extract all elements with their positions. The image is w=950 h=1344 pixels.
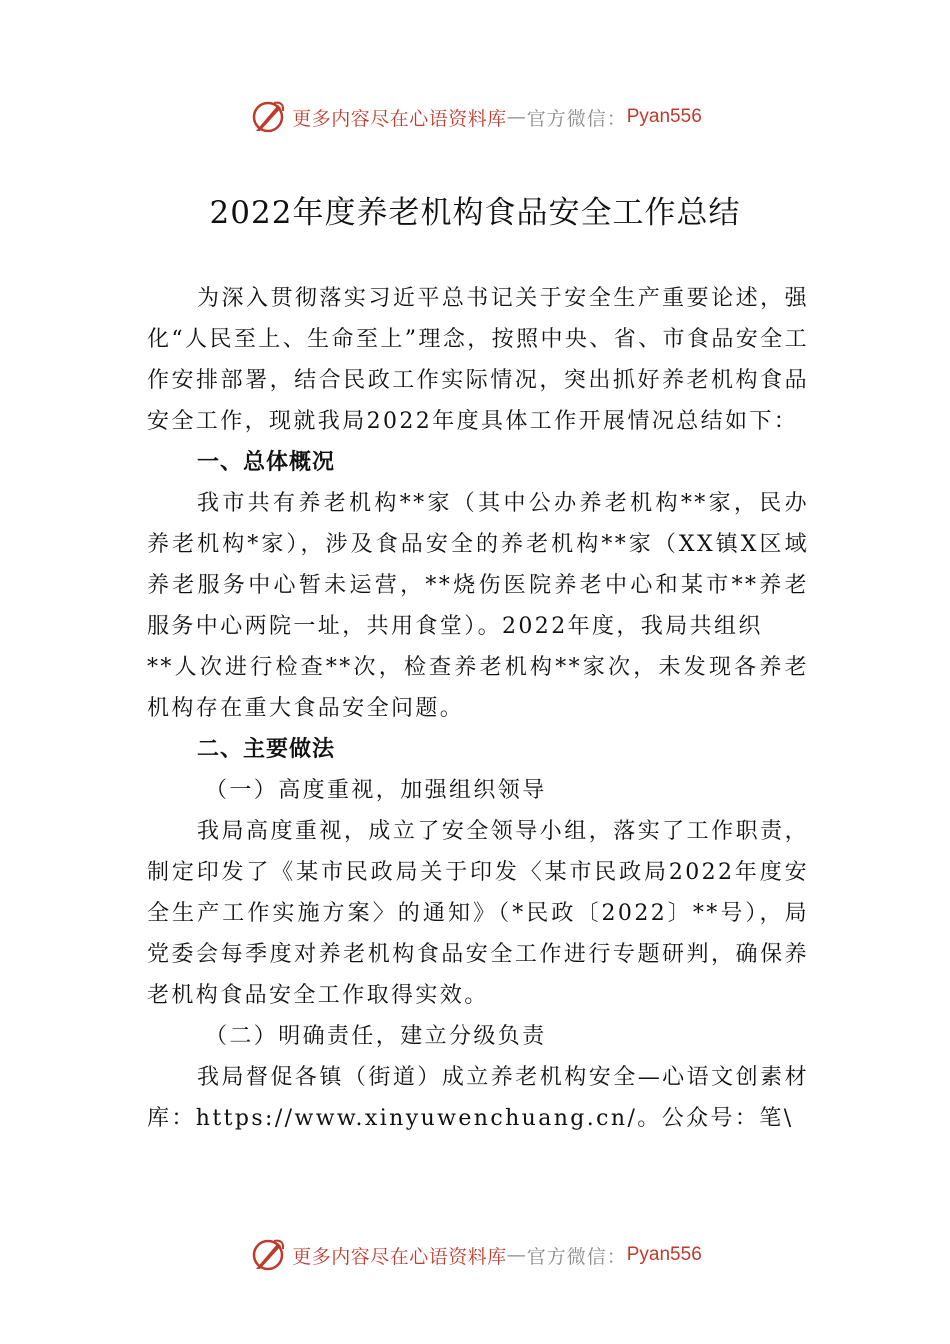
quill-logo-icon: [248, 1235, 288, 1275]
watermark-site-text: 更多内容尽在心语资料库: [292, 107, 507, 130]
overview-paragraph-2: **人次进行检查**次，检查养老机构**家次，未发现各养老机构存在重大食品安全问题。: [147, 655, 809, 721]
document-title: 2022年度养老机构食品安全工作总结: [209, 195, 741, 231]
section-heading-overview: 一、总体概况: [197, 450, 336, 475]
subheading-leadership: （一）高度重视，加强组织领导: [205, 778, 547, 803]
watermark-wechat-label: 官方微信：: [526, 1245, 627, 1268]
overview-paragraph-1: 我市共有养老机构**家（其中公办养老机构**家，民办养老机构*家），涉及食品安全的养老机构**家（XX镇X区域养老服务中心暂未运营，**烧伤医院养老中心和某市**养老服务中心两院一址，共用食堂）。2022年度，我局共组织: [147, 491, 809, 639]
watermark-site-text: 更多内容尽在心语资料库: [292, 1245, 507, 1268]
quill-logo-icon: [248, 97, 288, 137]
watermark-wechat-label: 官方微信：: [526, 107, 627, 130]
intro-paragraph: 为深入贯彻落实习近平总书记关于安全生产重要论述，强化“人民至上、生命至上”理念，按照中央、省、市食品安全工作安排部署，结合民政工作实际情况，突出抓好养老机构食品安全工作，现就我局2022年度具体工作开展情况总结如下：: [147, 286, 809, 434]
watermark-dash: —: [506, 106, 527, 128]
watermark-dash: —: [506, 1244, 527, 1266]
subheading-responsibility: （二）明确责任，建立分级负责: [205, 1024, 547, 1049]
watermark-banner-top: [0, 92, 950, 142]
document-body: [147, 278, 809, 1139]
watermark-wechat-id: Pyan556: [626, 1244, 702, 1265]
watermark-banner-bottom: [0, 1230, 950, 1280]
leadership-paragraph: 我局高度重视，成立了安全领导小组，落实了工作职责，制定印发了《某市民政局关于印发〈某市民政局2022年度安全生产工作实施方案〉的通知》（*民政〔2022〕**号），局党委会每季度对养老机构食品安全工作进行专题研判，确保养老机构食品安全工作取得实效。: [147, 819, 809, 1008]
watermark-wechat-id: Pyan556: [626, 106, 702, 127]
responsibility-paragraph: 我局督促各镇（街道）成立养老机构安全—心语文创素材库：https://www.xinyuwenchuang.cn/。公众号：笔\: [147, 1065, 809, 1131]
section-heading-measures: 二、主要做法: [197, 737, 336, 762]
